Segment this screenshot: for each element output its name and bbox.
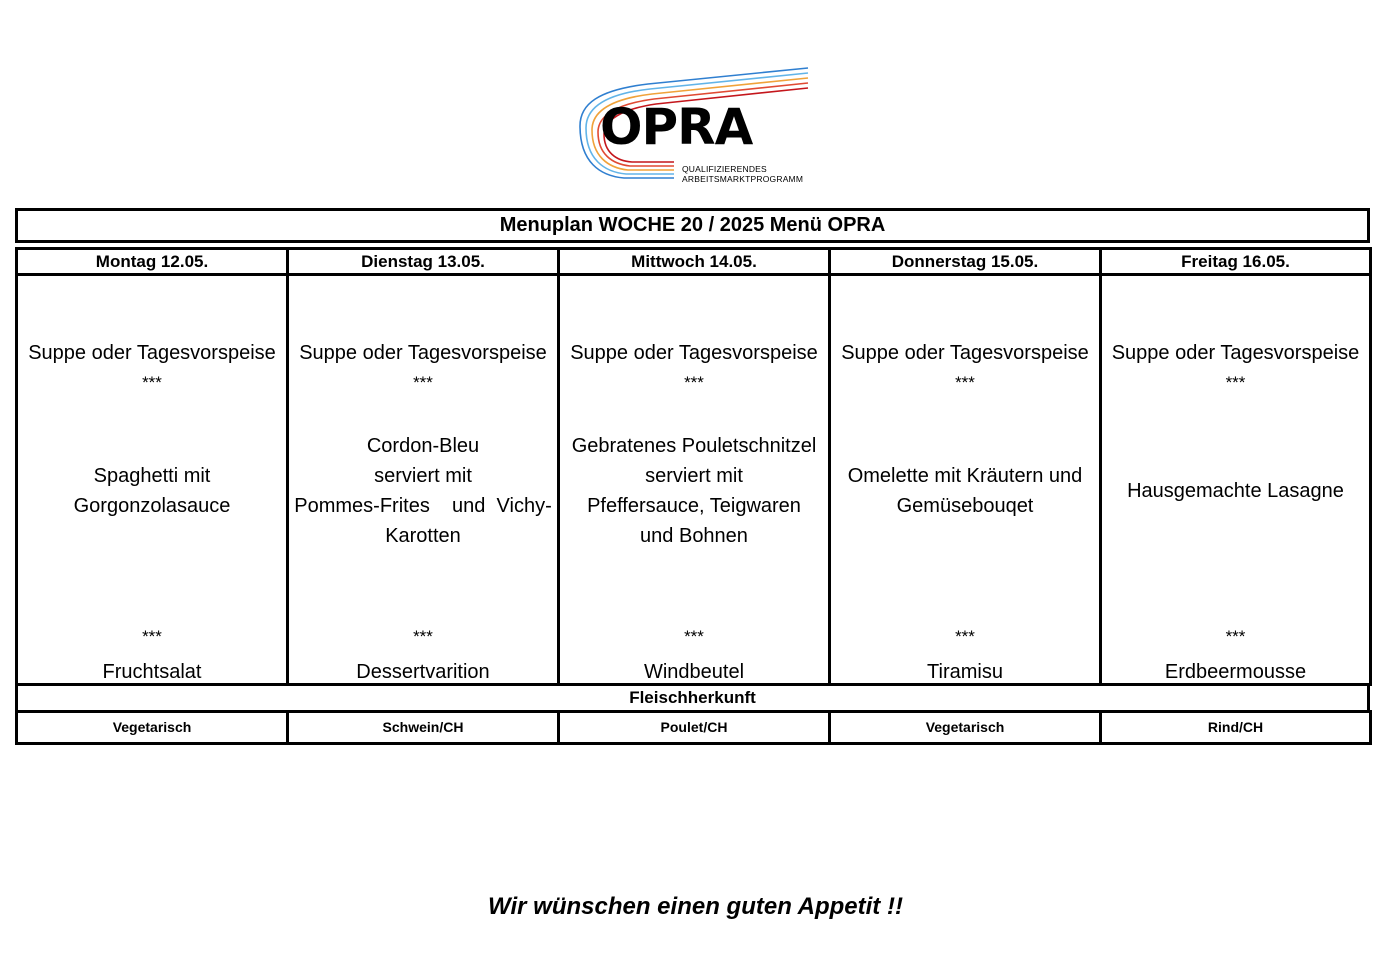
menu-row bbox=[15, 273, 1372, 686]
starter: Suppe oder Tagesvorspeise bbox=[570, 342, 818, 364]
separator: *** bbox=[1225, 373, 1246, 392]
menu-cell-tuesday bbox=[286, 273, 560, 686]
origin-monday: Vegetarisch bbox=[15, 710, 289, 745]
starter: Suppe oder Tagesvorspeise bbox=[299, 342, 547, 364]
menu-title: Menuplan WOCHE 20 / 2025 Menü OPRA bbox=[15, 208, 1370, 243]
starter: Suppe oder Tagesvorspeise bbox=[28, 342, 276, 364]
menu-cell-wednesday bbox=[557, 273, 831, 686]
origin-thursday: Vegetarisch bbox=[828, 710, 1102, 745]
day-header-wednesday: Mittwoch 14.05. bbox=[557, 247, 831, 276]
main-dish: Spaghetti mit Gorgonzolasauce bbox=[73, 465, 231, 517]
day-header-tuesday: Dienstag 13.05. bbox=[286, 247, 560, 276]
dessert: Fruchtsalat bbox=[102, 661, 202, 683]
main-dish: Hausgemachte Lasagne bbox=[1127, 480, 1344, 502]
starter: Suppe oder Tagesvorspeise bbox=[841, 342, 1089, 364]
footer-message: Wir wünschen einen guten Appetit !! bbox=[488, 893, 903, 920]
separator: *** bbox=[413, 373, 433, 392]
origin-friday: Rind/CH bbox=[1099, 710, 1372, 745]
day-header-row bbox=[15, 247, 1372, 276]
main-dish: Gebratenes Pouletschnitzel serviert mit Pfeffersauce, Teigwaren und Bohnen bbox=[571, 435, 817, 547]
dessert: Windbeutel bbox=[643, 661, 745, 683]
separator: *** bbox=[142, 373, 162, 392]
dessert: Erdbeermousse bbox=[1164, 661, 1307, 683]
origin-wednesday: Poulet/CH bbox=[557, 710, 831, 745]
main-dish: Cordon-Bleu serviert mit Pommes-Frites und Vichy- Karotten bbox=[294, 435, 552, 547]
menu-cell-thursday bbox=[828, 273, 1102, 686]
logo-wordmark: OPRA bbox=[600, 98, 753, 156]
menu-cell-monday bbox=[15, 273, 289, 686]
separator: *** bbox=[684, 373, 704, 392]
meat-origin-header: Fleischherkunft bbox=[15, 683, 1370, 713]
day-header-friday: Freitag 16.05. bbox=[1099, 247, 1372, 276]
separator: *** bbox=[1225, 627, 1246, 646]
separator: *** bbox=[955, 627, 975, 646]
dessert: Dessertvarition bbox=[356, 661, 490, 683]
logo-subtitle: QUALIFIZIERENDES ARBEITSMARKTPROGRAMM bbox=[682, 164, 804, 184]
separator: *** bbox=[684, 627, 704, 646]
separator: *** bbox=[142, 627, 162, 646]
meat-origin-row bbox=[15, 710, 1372, 745]
starter: Suppe oder Tagesvorspeise bbox=[1111, 342, 1360, 364]
separator: *** bbox=[955, 373, 975, 392]
opra-logo bbox=[578, 64, 814, 188]
origin-tuesday: Schwein/CH bbox=[286, 710, 560, 745]
day-header-thursday: Donnerstag 15.05. bbox=[828, 247, 1102, 276]
separator: *** bbox=[413, 627, 433, 646]
menu-cell-friday bbox=[1099, 273, 1372, 686]
main-dish: Omelette mit Kräutern und Gemüsebouqet bbox=[847, 465, 1083, 517]
dessert: Tiramisu bbox=[927, 661, 1003, 683]
day-header-monday: Montag 12.05. bbox=[15, 247, 289, 276]
